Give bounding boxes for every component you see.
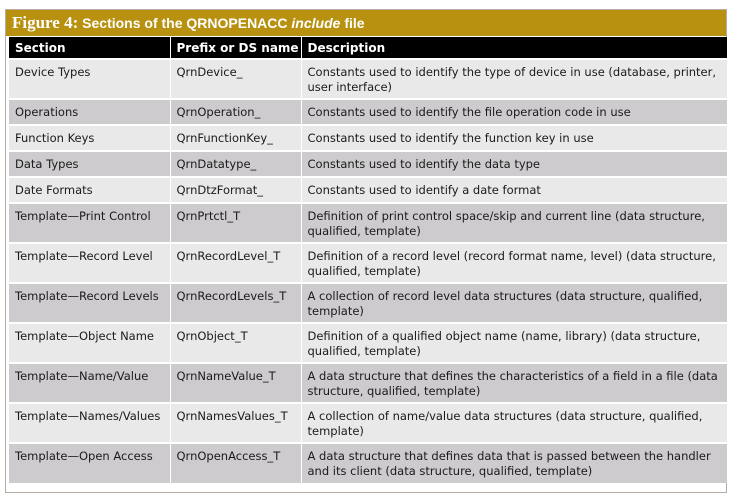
figure-4 bbox=[5, 9, 727, 493]
cell-prefix: QrnFunctionKey_ bbox=[170, 125, 301, 151]
cell-section: Template—Record Level bbox=[9, 243, 170, 283]
cell-description: Definition of a qualified object name (name, library) (data structure, qualified, template) bbox=[301, 323, 727, 363]
cell-prefix: QrnPrtctl_T bbox=[170, 203, 301, 243]
cell-section: Template—Object Name bbox=[9, 323, 170, 363]
cell-description: A data structure that defines data that is passed between the handler and its client (data structure, qualified, template) bbox=[301, 443, 727, 483]
cell-description: Constants used to identify the file operation code in use bbox=[301, 99, 727, 125]
cell-prefix: QrnOpenAccess_T bbox=[170, 443, 301, 483]
cell-prefix: QrnNameValue_T bbox=[170, 363, 301, 403]
cell-section: Template—Name/Value bbox=[9, 363, 170, 403]
table-row bbox=[9, 403, 727, 443]
cell-section: Template—Names/Values bbox=[9, 403, 170, 443]
cell-prefix: QrnDevice_ bbox=[170, 59, 301, 99]
header-description: Description bbox=[301, 37, 727, 59]
table-row bbox=[9, 99, 727, 125]
cell-section: Data Types bbox=[9, 151, 170, 177]
table-row bbox=[9, 283, 727, 323]
cell-section: Function Keys bbox=[9, 125, 170, 151]
cell-prefix: QrnRecordLevel_T bbox=[170, 243, 301, 283]
cell-section: Template—Print Control bbox=[9, 203, 170, 243]
header-prefix: Prefix or DS name bbox=[170, 37, 301, 59]
cell-description: Constants used to identify the data type bbox=[301, 151, 727, 177]
cell-section: Template—Record Levels bbox=[9, 283, 170, 323]
cell-section: Operations bbox=[9, 99, 170, 125]
figure-title-italic: include bbox=[291, 15, 341, 31]
cell-description: A collection of record level data structures (data structure, qualified, template) bbox=[301, 283, 727, 323]
cell-description: Definition of print control space/skip and current line (data structure, qualified, template) bbox=[301, 203, 727, 243]
cell-section: Template—Open Access bbox=[9, 443, 170, 483]
cell-section: Date Formats bbox=[9, 177, 170, 203]
cell-prefix: QrnOperation_ bbox=[170, 99, 301, 125]
cell-prefix: QrnDatatype_ bbox=[170, 151, 301, 177]
figure-title-bar bbox=[6, 10, 726, 36]
cell-description: Definition of a record level (record format name, level) (data structure, qualified, template) bbox=[301, 243, 727, 283]
cell-prefix: QrnDtzFormat_ bbox=[170, 177, 301, 203]
cell-description: Constants used to identify a date format bbox=[301, 177, 727, 203]
figure-title-before: Sections of the QRNOPENACC bbox=[82, 15, 288, 31]
table-row bbox=[9, 59, 727, 99]
table-row bbox=[9, 323, 727, 363]
table-row bbox=[9, 443, 727, 483]
figure-title-after: file bbox=[344, 15, 365, 31]
table-row bbox=[9, 125, 727, 151]
sections-table bbox=[9, 37, 727, 483]
cell-section: Device Types bbox=[9, 59, 170, 99]
table-row bbox=[9, 363, 727, 403]
table-row bbox=[9, 177, 727, 203]
table-row bbox=[9, 203, 727, 243]
table-row bbox=[9, 151, 727, 177]
cell-description: A data structure that defines the characteristics of a field in a file (data structure, qualified, template) bbox=[301, 363, 727, 403]
cell-description: Constants used to identify the function key in use bbox=[301, 125, 727, 151]
cell-prefix: QrnNamesValues_T bbox=[170, 403, 301, 443]
cell-description: A collection of name/value data structures (data structure, qualified, template) bbox=[301, 403, 727, 443]
header-section: Section bbox=[9, 37, 170, 59]
figure-title bbox=[82, 15, 364, 31]
cell-prefix: QrnRecordLevels_T bbox=[170, 283, 301, 323]
cell-description: Constants used to identify the type of device in use (database, printer, user interface) bbox=[301, 59, 727, 99]
cell-prefix: QrnObject_T bbox=[170, 323, 301, 363]
figure-label: Figure 4: bbox=[12, 13, 79, 32]
table-row bbox=[9, 243, 727, 283]
table-header-row bbox=[9, 37, 727, 59]
